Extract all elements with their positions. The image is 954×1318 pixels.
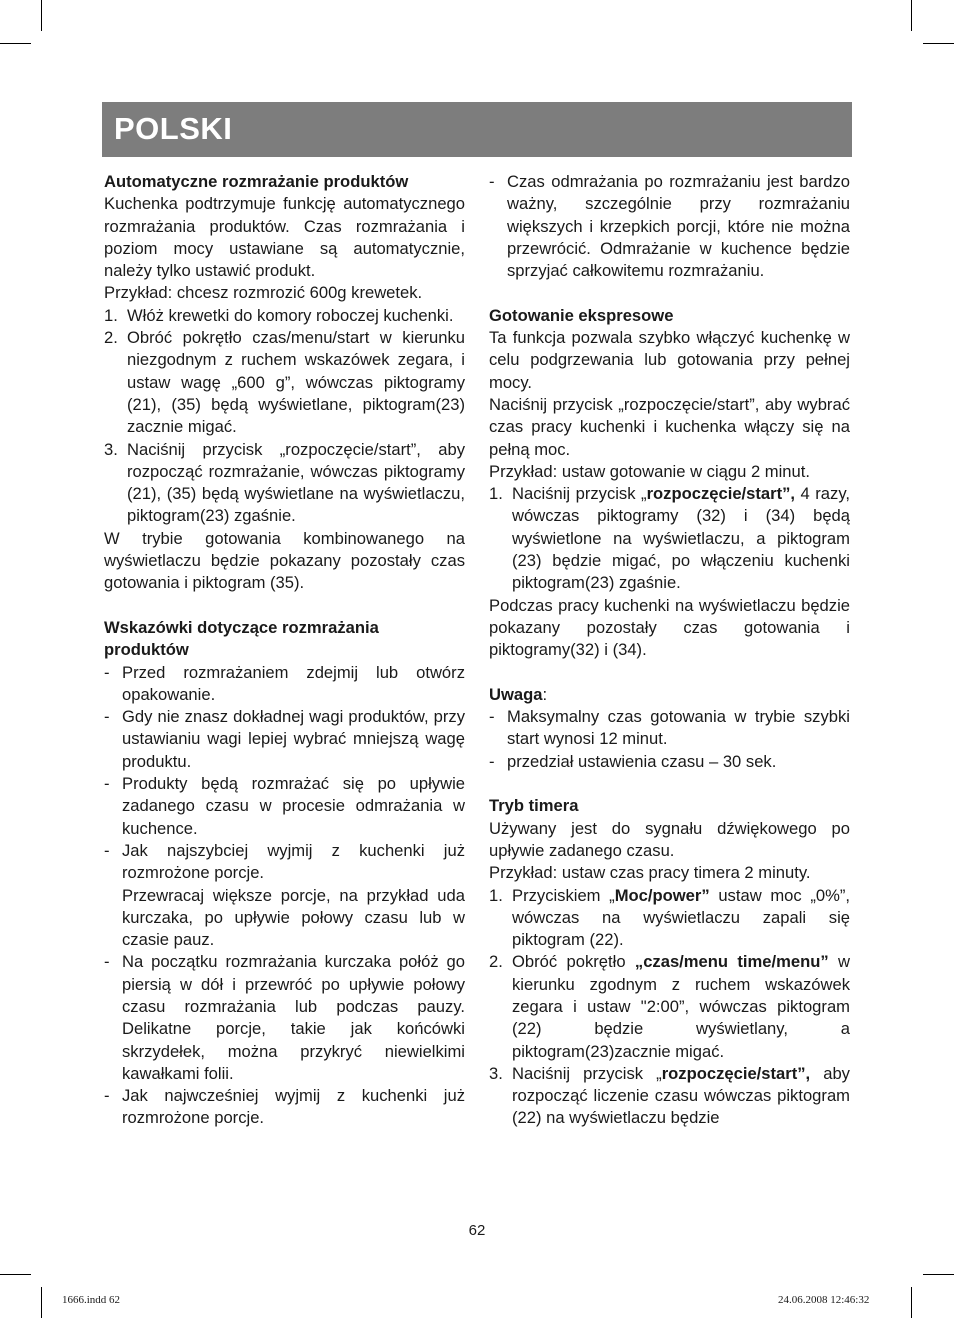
list-marker: - bbox=[489, 751, 495, 771]
list-item bbox=[104, 1085, 465, 1130]
section-heading: Uwaga bbox=[489, 684, 543, 704]
spacer bbox=[489, 773, 850, 795]
list-item bbox=[104, 840, 465, 885]
list-text: Czas odmrażania po rozmrażaniu jest bardzo ważny, szczególnie przy rozmrażaniu większych i krzepkich porcji, które nie można przewrócić. Odmrażanie w kuchence będzie sprzyjać całkowitemu rozmrażaniu. bbox=[507, 172, 850, 281]
paragraph: Używany jest do sygnału dźwiękowego po upływie zadanego czasu. bbox=[489, 818, 850, 860]
list-marker: - bbox=[104, 774, 110, 794]
list-item bbox=[489, 885, 850, 952]
list-text: Przed rozmrażaniem zdejmij lub otwórz opakowanie. bbox=[122, 662, 465, 704]
list-item bbox=[104, 885, 465, 952]
button-name: rozpoczęcie/start”, bbox=[646, 484, 796, 504]
list-text: aby rozpocząć liczenie czasu wówczas piktogram (22) na wyświetlaczu będzie bbox=[512, 1063, 850, 1128]
spacer bbox=[489, 662, 850, 684]
list-item bbox=[489, 751, 850, 773]
list-text: Na początku rozmrażania kurczaka połóż go piersią w dół i przewróć po upływie połowy czasu rozmrażania lub podczas pauzy. Delikatne porcje, takie jak końcówki skrzydełek, można przykryć niewielkimi kawałkami folii. bbox=[122, 952, 465, 1083]
section-heading: Automatyczne rozmrażanie produktów bbox=[104, 172, 409, 191]
list-text: Naciśnij przycisk „ bbox=[512, 1063, 662, 1083]
list-item bbox=[104, 327, 465, 438]
list-text: Włóż krewetki do komory roboczej kuchenki. bbox=[127, 305, 454, 325]
list-item bbox=[489, 1063, 850, 1130]
paragraph: Przykład: ustaw czas pracy timera 2 minuty. bbox=[489, 863, 811, 883]
list-item bbox=[104, 706, 465, 773]
list-item bbox=[489, 483, 850, 594]
list-item bbox=[489, 951, 850, 1062]
list-marker: 2. bbox=[104, 328, 118, 348]
list-marker: 1. bbox=[489, 885, 503, 905]
file-slug: 1666.indd 62 bbox=[62, 1294, 121, 1306]
crop-mark bbox=[923, 1274, 954, 1275]
crop-mark bbox=[911, 0, 912, 31]
list-text: Jak najszybciej wyjmij z kuchenki już rozmrożone porcje. bbox=[122, 840, 465, 883]
spacer bbox=[104, 595, 465, 617]
crop-mark bbox=[0, 1274, 31, 1275]
list-item bbox=[104, 662, 465, 707]
section-heading: Wskazówki dotyczące rozmrażania produktów bbox=[104, 617, 379, 660]
crop-mark bbox=[41, 1287, 42, 1318]
list-marker: - bbox=[104, 952, 110, 972]
button-name: Moc/power” bbox=[614, 885, 710, 905]
list-item bbox=[104, 439, 465, 528]
list-text: w kierunku zgodnym z ruchem wskazówek zegara i ustaw "2:00”, wówczas piktogram (22) będzie wyświetlany, a piktogram(23)zacznie migać. bbox=[512, 952, 850, 1061]
paragraph: Naciśnij przycisk „rozpoczęcie/start”, aby wybrać czas pracy kuchenki i kuchenka włączy się na pełną moc. bbox=[489, 394, 850, 459]
right-column bbox=[489, 171, 850, 1130]
paragraph: Podczas pracy kuchenki na wyświetlaczu będzie pokazany pozostały czas gotowania i piktogramy(32) i (34). bbox=[489, 595, 850, 660]
left-column bbox=[104, 171, 465, 1130]
list-text: Przewracaj większe porcje, na przykład uda kurczaka, po upływie połowy czasu lub w czasie pauz. bbox=[122, 885, 465, 950]
list-text: Obróć pokrętło bbox=[512, 952, 635, 972]
list-text: Naciśnij przycisk „rozpoczęcie/start”, aby rozpocząć rozmrażanie, wówczas piktogramy (21), (35) będą wyświetlane na wyświetlaczu, piktogram(23) zgaśnie. bbox=[127, 439, 465, 526]
date-slug: 24.06.2008 12:46:32 bbox=[778, 1294, 870, 1306]
list-marker: 3. bbox=[104, 439, 118, 459]
list-text: Jak najwcześniej wyjmij z kuchenki już rozmrożone porcje. bbox=[122, 1086, 465, 1128]
crop-mark bbox=[923, 43, 954, 44]
list-marker: 1. bbox=[104, 305, 118, 325]
paragraph: Kuchenka podtrzymuje funkcję automatycznego rozmrażania produktów. Czas rozmrażania i poziom mocy ustawiane są automatycznie, należy tylko ustawić produkt. bbox=[104, 194, 465, 281]
button-name: „czas/menu time/menu” bbox=[634, 952, 829, 972]
banner-title: POLSKI bbox=[114, 111, 233, 146]
crop-mark bbox=[0, 43, 31, 44]
list-text: Przyciskiem „ bbox=[512, 885, 615, 905]
list-text: Produkty będą rozmrażać się po upływie zadanego czasu w procesie odmrażania w kuchence. bbox=[122, 774, 465, 838]
list-text: 4 razy, wówczas piktogramy (32) i (34) będą wyświetlone na wyświetlaczu, a piktogram (23) będzie migać, po włączeniu kuchenki piktogram(23) zgaśnie. bbox=[512, 484, 850, 593]
paragraph: W trybie gotowania kombinowanego na wyświetlaczu będzie pokazany pozostały czas gotowania i piktogram (35). bbox=[104, 528, 465, 593]
list-marker: - bbox=[104, 840, 110, 860]
section-heading: Gotowanie ekspresowe bbox=[489, 305, 674, 325]
list-marker: - bbox=[489, 707, 495, 727]
paragraph: Ta funkcja pozwala szybko włączyć kuchenkę w celu podgrzewania lub gotowania przy pełnej mocy. bbox=[489, 328, 850, 392]
language-banner bbox=[102, 102, 852, 157]
list-item bbox=[104, 773, 465, 840]
list-marker: - bbox=[489, 172, 495, 191]
list-text: Naciśnij przycisk „ bbox=[512, 484, 647, 504]
list-item bbox=[104, 951, 465, 1085]
list-text: Obróć pokrętło czas/menu/start w kierunku niezgodnym z ruchem wskazówek zegara, i ustaw wagę „600 g”, wówczas piktogramy (21), (35) będą wyświetlane, piktogram(23) zacznie migać. bbox=[127, 328, 465, 437]
crop-mark bbox=[911, 1287, 912, 1318]
crop-mark bbox=[41, 0, 42, 31]
colon: : bbox=[542, 684, 548, 704]
list-item bbox=[104, 305, 465, 327]
button-name: rozpoczęcie/start”, bbox=[661, 1063, 811, 1083]
list-text: ustaw moc „0%”, wówczas na wyświetlaczu zapali się piktogram (22). bbox=[512, 885, 850, 950]
list-marker: - bbox=[104, 707, 110, 727]
list-text: przedział ustawienia czasu – 30 sek. bbox=[507, 751, 777, 771]
list-item bbox=[489, 706, 850, 751]
list-marker: 1. bbox=[489, 484, 503, 504]
list-text: Maksymalny czas gotowania w trybie szybki start wynosi 12 minut. bbox=[507, 707, 850, 749]
list-item bbox=[489, 171, 850, 282]
section-heading: Tryb timera bbox=[489, 796, 579, 816]
page-number: 62 bbox=[468, 1222, 486, 1239]
paragraph: Przykład: chcesz rozmrozić 600g krewetek. bbox=[104, 283, 423, 303]
note-heading-line bbox=[489, 684, 850, 706]
list-marker: 2. bbox=[489, 952, 503, 972]
list-text: Gdy nie znasz dokładnej wagi produktów, przy ustawianiu wagi lepiej wybrać mniejszą wagę produktu. bbox=[122, 707, 465, 771]
list-marker: 3. bbox=[489, 1063, 503, 1083]
spacer bbox=[489, 282, 850, 304]
paragraph: Przykład: ustaw gotowanie w ciągu 2 minut. bbox=[489, 461, 810, 481]
list-marker: - bbox=[104, 662, 110, 682]
list-marker: - bbox=[104, 1086, 110, 1106]
